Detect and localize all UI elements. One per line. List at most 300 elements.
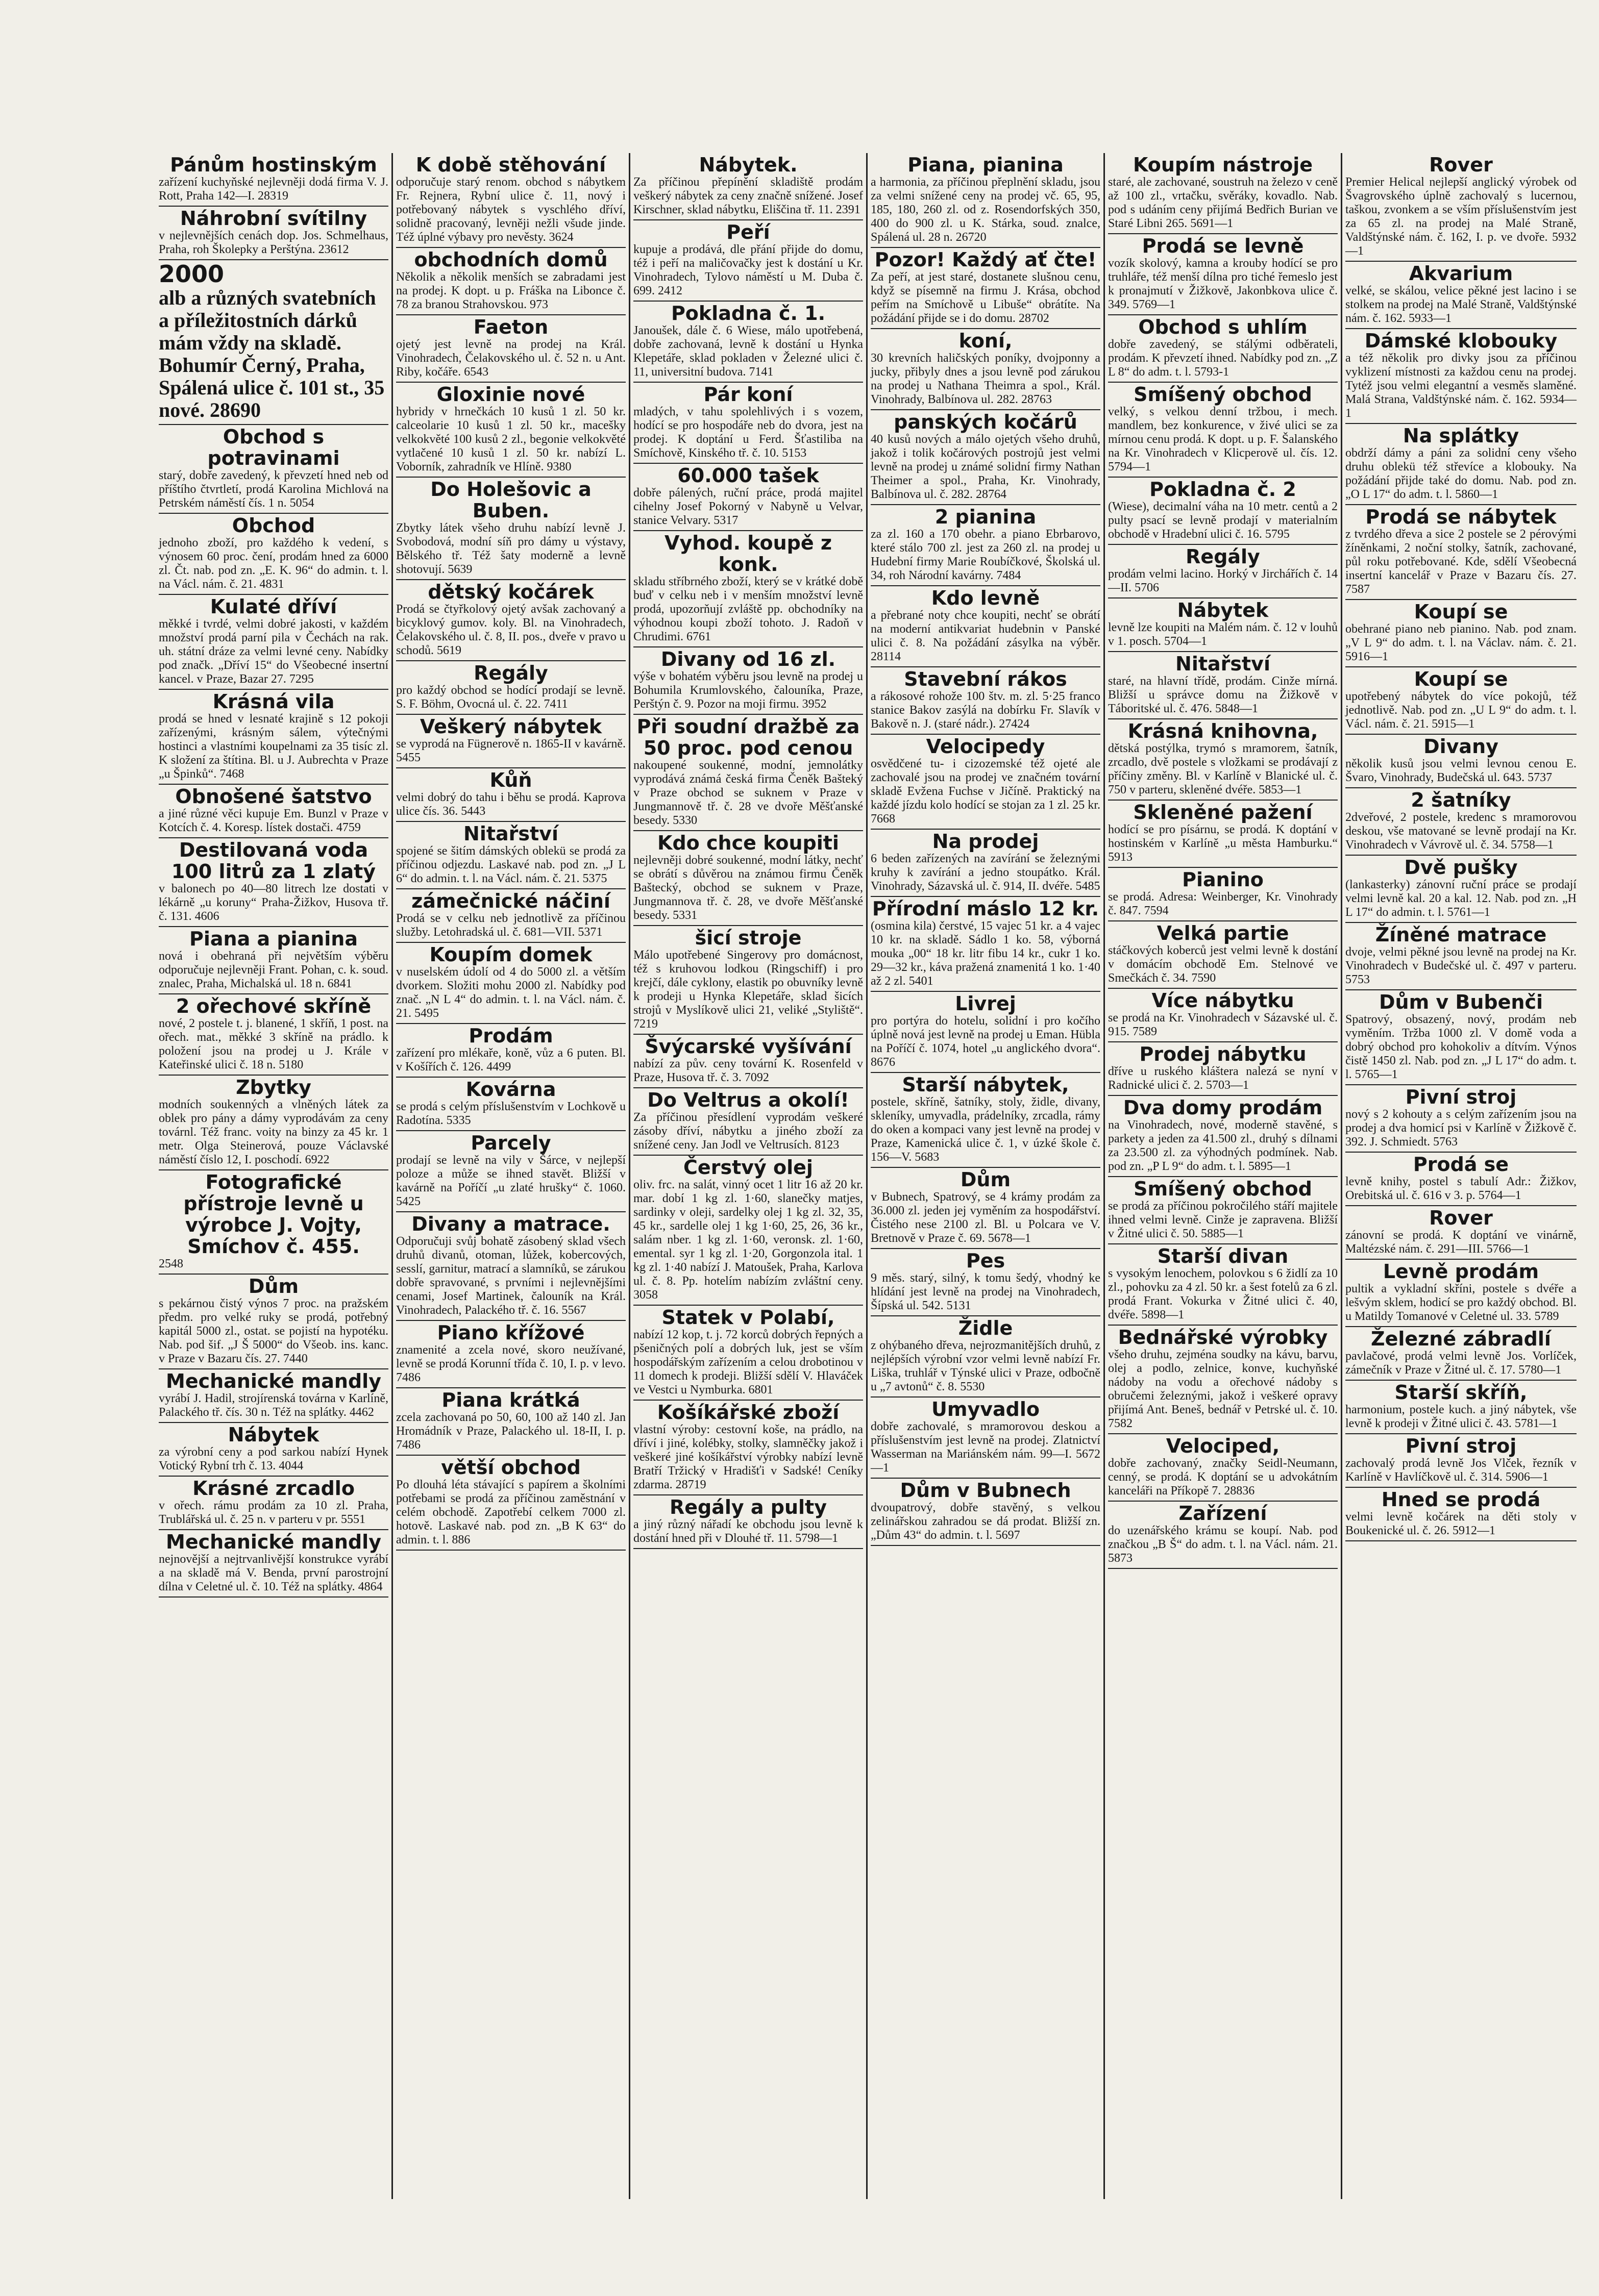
ad-body: Odporučuji svůj bohatě zásobený sklad všech druhů divanů, otoman, lůžek, kobercových, sesslí, garnitur, matrací a slamníků, se zárukou dobře spravované, s prvními i nejlevnějšími cenami, Josef Martinek, čalouník na Král. Vinohradech, Palackého tř. č. 16. 5567 bbox=[396, 1235, 626, 1317]
ad-title: panských kočárů bbox=[894, 411, 1077, 433]
classified-ad bbox=[159, 1477, 388, 1530]
ad-body: dětská postýlka, trymó s mramorem, šatník, zrcadlo, dvě postele s vložkami se prodávají z příčiny změny. Bl. v Karlíně v Blanické ul. č. 750 v parteru, skleněné dvéře. 5853—1 bbox=[1108, 742, 1338, 796]
ad-body: postele, skříně, šatníky, stoly, židle, divany, skleníky, umyvadla, prádelníky, zrcadla, rámy do oken a kompaci vany jest levně na prodej v Praze, Kamenická ulice č. 1, v úzké škole č. 156—V. 5683 bbox=[871, 1095, 1100, 1164]
ad-body: pro portýra do hotelu, solidní i pro kočího úplně nová jest levně na prodej u Eman. Hübla na Poříčí č. 1074, hotel „u anglického dvora“. 8676 bbox=[871, 1014, 1100, 1069]
ad-body: prodají se levně na vily v Šárce, v nejlepší poloze a může se ihned stavět. Bližší v kavárně na Poříčí „u zlaté hrušky“ č. 1060. 5425 bbox=[396, 1154, 626, 1208]
classified-ad bbox=[159, 994, 388, 1076]
ad-body: se vyprodá na Fügnerově n. 1865-II v kavárně. 5455 bbox=[396, 737, 626, 764]
ad-title: Kovárna bbox=[465, 1078, 556, 1101]
ad-body: dobře zachovalé, s mramorovou deskou a příslušenstvím jest levně na prodej. Zlatnictví Wasserman na Mariánském nám. 99—I. 5672—1 bbox=[871, 1420, 1100, 1475]
ad-title: Gloxinie nové bbox=[436, 383, 585, 406]
classified-ad bbox=[159, 838, 388, 927]
ad-title: Kdo levně bbox=[931, 587, 1040, 609]
classified-ad bbox=[871, 586, 1100, 667]
ad-body: a též několik pro divky jsou za příčinou vyklizení místnosti za každou cenu na prodej. Tytéž jsou velmi elegantní a vesměs slaměné. Malá Strana, Valdštýnské nám. č. 162. 5934—1 bbox=[1345, 352, 1577, 420]
classified-ad bbox=[159, 1530, 388, 1598]
ad-body: harmonium, postele kuch. a jiný nábytek, vše levně k prodeji v Žitné ulici č. 43. 5781—1 bbox=[1345, 1403, 1577, 1430]
ad-title: Fotografické přístroje levně u výrobce J. Vojty, Smíchov č. 455. bbox=[183, 1171, 364, 1258]
ad-body: dobře pálených, ruční práce, prodá majitel cihelny Josef Pokorný v Nabyně u Velvar, stanice Velvary. 5317 bbox=[633, 486, 863, 527]
classified-ad bbox=[396, 1321, 626, 1388]
ad-title: Stavební rákos bbox=[904, 668, 1067, 690]
ad-body: Premier Helical nejlepší anglický výrobek od Švagrovského úplně zachovalý s lucernou, taškou, zvonkem a se vším příslušenstvím jest za 65 zl. na prodej na Malé Straně, Valdštýnské nám. č. 162, I. p. ve dvoře. 5932—1 bbox=[1345, 176, 1577, 258]
classified-ad bbox=[396, 1212, 626, 1321]
classified-ad bbox=[1108, 478, 1338, 545]
ad-title: Krásná knihovna, bbox=[1127, 720, 1318, 742]
classified-ad bbox=[1345, 1434, 1577, 1488]
classified-ad bbox=[633, 1495, 863, 1549]
ad-body: staré, ale zachované, soustruh na železo v ceně až 100 zl., vrtačku, svěráky, kovadlo. Nab. pod s udáním ceny přijímá Bedřich Burian ve Staré Libni 265. 5691—1 bbox=[1108, 176, 1338, 230]
ad-title: Nitařství bbox=[463, 822, 558, 845]
ad-body: do uzenářského krámu se koupí. Nab. pod značkou „B Š“ do adm. t. l. na Václ. nám. 21. 5873 bbox=[1108, 1524, 1338, 1565]
ad-title: Starší nábytek, bbox=[902, 1074, 1069, 1096]
classified-ad bbox=[633, 383, 863, 464]
ad-title: Piano křížové bbox=[437, 1321, 585, 1344]
classified-ad bbox=[633, 302, 863, 383]
ad-title: Pianino bbox=[1182, 868, 1264, 891]
ad-title: Peří bbox=[726, 221, 770, 243]
ad-body: spojené se šitím dámských oblekü se prodá za příčinou odjezdu. Laskavé nab. pod zn. „J L 6“ do admin. t. l. na Václ. nám. č. 21. 5375 bbox=[396, 844, 626, 885]
classified-ad bbox=[1108, 1177, 1338, 1244]
ad-title: Koupí se bbox=[1414, 601, 1508, 623]
ad-title: Rover bbox=[1429, 154, 1493, 176]
ad-body: starý, dobře zavedený, k převzetí hned neb od příštího čtvrtletí, prodá Karolina Michlová na Petrském náměstí čís. 1 n. 5054 bbox=[159, 469, 388, 510]
classified-ad bbox=[1345, 600, 1577, 667]
ad-title: Velká partie bbox=[1157, 922, 1289, 944]
ad-body: dobře zavedený, se stálými odběrateli, prodám. K převzetí ihned. Nabídky pod zn. „Z L 8“ do adm. t. l. 5793-1 bbox=[1108, 338, 1338, 379]
classified-ad bbox=[396, 383, 626, 478]
ad-title: Pánům hostinským bbox=[170, 154, 377, 176]
classified-ad bbox=[159, 1275, 388, 1369]
ad-body: za výrobní ceny a pod sarkou nabízí Hynek Votický Rybní trh č. 13. 4044 bbox=[159, 1445, 388, 1473]
ad-body: osvědčené tu- i cizozemské též ojeté ale zachovalé jsou na prodej ve značném tovární skladě Evžena Fuchse v Jičíně. Praktický na každé jízdu kolo hodící se stojan za 1 zl. 25 kr. 7668 bbox=[871, 757, 1100, 826]
classified-ad bbox=[1108, 801, 1338, 868]
classified-ad bbox=[396, 1078, 626, 1131]
ad-title: Pokladna č. 2 bbox=[1149, 478, 1296, 501]
ad-title: Velocipedy bbox=[926, 735, 1045, 758]
ad-title: Regály bbox=[1186, 545, 1260, 568]
ad-body: několik kusů jsou velmi levnou cenou E. Švaro, Vinohrady, Budečská ul. 643. 5737 bbox=[1345, 757, 1577, 784]
ad-title: Starší divan bbox=[1157, 1245, 1289, 1267]
classified-ad bbox=[159, 153, 388, 207]
ad-title: Pivní stroj bbox=[1405, 1435, 1517, 1457]
classified-ad bbox=[633, 926, 863, 1035]
classified-ad bbox=[396, 1024, 626, 1078]
ad-body: vozík skolový, kamna a krouby hodící se pro truhláře, též menší dílna pro tiché řemeslo jest k pronajmutí v Žižkově, Jakonbkova ulice č. 349. 5769—1 bbox=[1108, 257, 1338, 311]
ad-body: Janoušek, dále č. 6 Wiese, málo upotřebená, dobře zachovaná, levně k dostání u Hynka Klepetáře, sklad pokladen v Železné ulici č. 11, universitní budova. 7141 bbox=[633, 324, 863, 379]
ad-body: obdrží dámy a páni za solidní ceny všeho druhu oblekü též střevíce a klobouky. Na požádání přijde také do domu. Nab. pod zn. „O L 17“ do adm. t. l. 5860—1 bbox=[1345, 446, 1577, 501]
ad-body: ojetý jest levně na prodej na Král. Vinohradech, Čelakovského ul. č. 52 n. u Ant. Riby, kočáře. 6543 bbox=[396, 338, 626, 379]
ad-body: Spatrový, obsazený, nový, prodám neb vyměním. Tržba 1000 zl. V domě voda a dobrý obchod pro kohokoliv a dítvím. Výnos čistě 1450 zl. Nab. pod zn. „J L 17“ do adm. t. l. 5765—1 bbox=[1345, 1013, 1577, 1081]
ad-title: Přírodní máslo 12 kr. bbox=[872, 897, 1099, 920]
ad-body: Několik a několik menších se zabradami jest na prodej. K dopt. u p. Fráška na Libonce č. 78 za branou Strahovskou. 973 bbox=[396, 270, 626, 311]
ad-body: 30 krevních haličských poníky, dvojponny a jucky, přibyly dnes a jsou levně pod zárukou na prodej u Nathana Theimra a spol., Král. Vinohrady, Balbínova ul. 282. 28763 bbox=[871, 352, 1100, 406]
classified-ad bbox=[633, 1156, 863, 1306]
classified-ad bbox=[633, 1035, 863, 1088]
classified-ads-page bbox=[156, 153, 1582, 2199]
classified-ad bbox=[1108, 383, 1338, 478]
classified-ad bbox=[1345, 788, 1577, 856]
ad-title: Vyhod. koupě z konk. bbox=[665, 532, 832, 576]
ad-title: Divany a matrace. bbox=[411, 1213, 610, 1235]
ad-body: staré, na hlavní třídě, prodám. Cinže mírná. Bližší u správce domu na Žižkově v Táboritské ul. č. 476. 5848—1 bbox=[1108, 675, 1338, 715]
ad-title: Dvě pušky bbox=[1404, 856, 1518, 879]
classified-ad bbox=[396, 580, 626, 661]
classified-ad bbox=[1108, 921, 1338, 989]
ad-title: Umyvadlo bbox=[931, 1398, 1040, 1420]
ad-title: Do Veltrus a okolí! bbox=[647, 1089, 849, 1111]
ad-body: (lankasterky) zánovní ruční práce se prodají velmi levně kal. 20 a kal. 12. Nab. pod zn. „H L 17“ do admin. t. l. 5761—1 bbox=[1345, 878, 1577, 919]
ad-title: Koupím nástroje bbox=[1133, 154, 1313, 176]
classified-ad bbox=[633, 715, 863, 831]
classified-ad bbox=[396, 315, 626, 383]
ad-body: a harmonia, za příčinou přeplnění skladu, jsou za velmi snížené ceny na prodej vč. 65, 95, 185, 180, 260 zl. od z. Rosendorfských 350, 400 do 900 zl. u K. Stárka, soud. znalce, Spálená ul. 28 n. 26720 bbox=[871, 176, 1100, 244]
ad-body: alb a různých svatebních a příležitostních dárků mám vždy na skladě. Bohumír Černý, Praha, Spálená ulice č. 101 st., 35 nové. 28690 bbox=[159, 286, 385, 421]
ad-title: Koupí se bbox=[1414, 668, 1508, 690]
ad-column bbox=[156, 153, 393, 2199]
classified-ad bbox=[1108, 868, 1338, 921]
classified-ad bbox=[871, 153, 1100, 248]
classified-ad bbox=[1108, 652, 1338, 719]
ad-title: 2 pianina bbox=[934, 506, 1037, 528]
ad-body: s vysokým lenochem, polovkou s 6 židlí za 10 zl., pohovku za 4 zl. 50 kr. a šest fotelů za 6 zl. prodá Frant. Vokurka v Žitné ulici č. 40, dvéře. 5898—1 bbox=[1108, 1267, 1338, 1321]
ad-body: dobře zachovaný, značky Seidl-Neumann, cenný, se prodá. K doptání se u advokátním kanceláři na Příkopě 7. 28836 bbox=[1108, 1457, 1338, 1498]
ad-body: velký, s velkou denní tržbou, i mech. mandlem, bez konkurence, v živé ulici se za mírnou cenu prodá. K dopt. u p. F. Šalanského na Kr. Vinohradech v Klicperově ul. čís. 12. 5794—1 bbox=[1108, 405, 1338, 473]
ad-title: Koupím domek bbox=[429, 943, 593, 966]
ad-body: kupuje a prodává, dle přání přijde do domu, též i peří na maličovačky jest k dostání u Kr. Vinohradech, Tylovo náměstí u M. Duba č. 699. 2412 bbox=[633, 243, 863, 297]
ad-title: zámečnické náčiní bbox=[411, 890, 610, 912]
ad-column bbox=[393, 153, 630, 2199]
ad-body: pultik a vykladní skříni, postele s dvéře a lešvým sklem, hodicí se pro každý obchod. Bl. u Matildy Tomanové v Celetné ul. 33. 5789 bbox=[1345, 1282, 1577, 1323]
ad-body: měkké i tvrdé, velmi dobré jakosti, v každém množství prodá parní pila v Čechách na rak. uh. státní dráze za velmi levné ceny. Nabídky pod značk. „Dříví 15“ do Všeobecné insertní kancel. v Praze, Bazar 27. 7295 bbox=[159, 617, 388, 686]
ad-body: prodám velmi lacino. Horký v Jirchářích č. 14—II. 5706 bbox=[1108, 567, 1338, 594]
ad-body: pavlačové, prodá velmi levně Jos. Vorlíček, zámečník v Praze v Žitné ul. č. 17. 5780—1 bbox=[1345, 1350, 1577, 1377]
ad-title: Obnošené šatstvo bbox=[175, 785, 372, 808]
ad-title: Na prodej bbox=[932, 830, 1039, 853]
classified-ad bbox=[396, 1388, 626, 1456]
ad-title: Piana a pianina bbox=[189, 928, 358, 950]
ad-title: Piana krátká bbox=[441, 1389, 580, 1411]
ad-title: Dům bbox=[960, 1168, 1011, 1191]
classified-ad bbox=[1108, 153, 1338, 234]
ad-title: Prodá se bbox=[1413, 1153, 1509, 1176]
ad-body: nejlevněji dobré soukenné, modní látky, nechť se obrátí s důvěrou na známou firmu Čeněk Baštecký, obchod se suknem v Praze, Jungmannova tř. č. 28, ve dvoře Měšťanské besedy. 5331 bbox=[633, 854, 863, 922]
classified-ad bbox=[1345, 1488, 1577, 1541]
classified-ad bbox=[1108, 234, 1338, 315]
ad-title: Kulaté dříví bbox=[210, 595, 337, 618]
ad-title: Prodej nábytku bbox=[1139, 1043, 1307, 1065]
ad-title: šicí stroje bbox=[695, 927, 802, 949]
classified-ad bbox=[633, 220, 863, 302]
ad-title: Mechanické mandly bbox=[166, 1370, 381, 1392]
ad-column bbox=[1105, 153, 1342, 2199]
ad-body: Za příčinou přepínění skladiště prodám veškerý nábytek za ceny značně snížené. Josef Kirschner, sklad nábytku, Eliščina tř. 11. 2391 bbox=[633, 176, 863, 216]
classified-ad bbox=[633, 1401, 863, 1495]
ad-body: prodá se hned v lesnaté krajině s 12 pokoji zařízenými, krásným sálem, výtečnými hostinci a vlastními koupelnami za 35 tisíc zl. K složení za štítina. Bl. u J. Aubrechta v Praze „u Špinků“. 7468 bbox=[159, 712, 388, 781]
ad-body: dvoje, velmi pěkné jsou levně na prodej na Kr. Vinohradech v Budečské ul. č. 497 v parteru. 5753 bbox=[1345, 945, 1577, 986]
ad-body: 6 beden zařízených na zavírání se železnými kruhy k zavírání a jedno stoupátko. Král. Vinohrady, Sázavská ul. č. 914, II. dvéře. 5485 bbox=[871, 852, 1100, 893]
classified-ad bbox=[1345, 1085, 1577, 1153]
ad-title: Regály bbox=[474, 662, 548, 684]
ad-title: Prodá se levně bbox=[1142, 235, 1304, 257]
ad-title: Dům v Bubnech bbox=[900, 1479, 1071, 1502]
ad-title: Košíkářské zboží bbox=[657, 1401, 840, 1424]
ad-body: Po dlouhá léta stávající s papírem a školními potřebami se prodá za příčinou zaměstnání v celém obchodě. Zapotřebí celkem 7000 zl. hotově. Laskavé nab. pod zn. „B K 63“ do admin. t. l. 886 bbox=[396, 1478, 626, 1546]
classified-ad bbox=[871, 1073, 1100, 1168]
ad-body: Prodá se čtyřkolový ojetý avšak zachovaný a bicyklový gumov. koly. Bl. na Vinohradech, Čelakovského ul. č. 8, II. pos., dveře v pravo u schodů. 5619 bbox=[396, 603, 626, 657]
ad-title: Kdo chce koupiti bbox=[657, 832, 839, 854]
classified-ad bbox=[159, 1170, 388, 1275]
ad-body: (osmina kila) čerstvé, 15 vajec 51 kr. a 4 vajec 10 kr. na skladě. Sádlo 1 ko. 58, výborná mouka „00“ 18 kr. litr fibu 14 kr., cukr 1 ko. 29—32 kr., káva pražená znamenitá 1 ko. 1·40 až 2 zl. 5401 bbox=[871, 919, 1100, 988]
classified-ad bbox=[1345, 1327, 1577, 1381]
ad-body: zařízení pro mlékaře, koně, vůz a 6 puten. Bl. v Košířích č. 126. 4499 bbox=[396, 1046, 626, 1074]
ad-title: Obchod s uhlím bbox=[1138, 316, 1308, 338]
classified-ad bbox=[1108, 315, 1338, 383]
ad-title: Obchod bbox=[232, 514, 315, 537]
ad-body: Zbytky látek všeho druhu nabízí levně J. Svobodová, modní síň pro dámy u výstavy, Bělského tř. Též šaty moderně a levně shotovují. 5639 bbox=[396, 521, 626, 576]
classified-ad bbox=[871, 505, 1100, 586]
ad-body: zánovní se prodá. K doptání ve vinárně, Maltézské nám. č. 291—III. 5766—1 bbox=[1345, 1229, 1577, 1256]
ad-title: Do Holešovic a Buben. bbox=[430, 478, 592, 522]
ad-body: v nejlevnějších cenách dop. Jos. Schmelhaus, Praha, roh Školepky a Perštýna. 23612 bbox=[159, 229, 388, 256]
ad-title: Skleněné pažení bbox=[1133, 801, 1313, 823]
ad-body: znamenité a zcela nové, skoro neužívané, levně se prodá Korunní třída č. 10, I. p. v levo. 7486 bbox=[396, 1343, 626, 1384]
classified-ad bbox=[1108, 1502, 1338, 1569]
ad-title: Prodám bbox=[469, 1025, 553, 1047]
classified-ad bbox=[159, 425, 388, 514]
ad-body: a přebrané noty chce koupiti, nechť se obrátí na moderní antikvariat hudebnin v Panské ulici č. 8. Na požádání zásylka na výběr. 28114 bbox=[871, 609, 1100, 663]
classified-ad bbox=[396, 822, 626, 889]
ad-title: Faeton bbox=[473, 316, 549, 338]
classified-ad bbox=[1345, 1153, 1577, 1206]
ad-title: Nitařství bbox=[1175, 653, 1270, 675]
ad-body: velmi dobrý do tahu i běhu se prodá. Kaprova ulice čís. 36. 5443 bbox=[396, 791, 626, 818]
ad-body: se prodá na Kr. Vinohradech v Sázavské ul. č. 915. 7589 bbox=[1108, 1011, 1338, 1038]
ad-title: Dům bbox=[248, 1275, 299, 1297]
ad-title: Akvarium bbox=[1409, 262, 1513, 285]
classified-ad bbox=[1345, 923, 1577, 990]
classified-ad bbox=[633, 1088, 863, 1156]
ad-body: mladých, v tahu spolehlivých i s vozem, hodící se pro hospodáře neb do dvora, jest na prodej. K doptání u Ferd. Šťastiliba na Smíchově, Kinského tř. č. 10. 5153 bbox=[633, 405, 863, 460]
ad-body: velké, se skálou, velice pěkné jest lacino i se stolkem na prodej na Malé Straně, Valdštýnské nám. č. 162. 5933—1 bbox=[1345, 284, 1577, 325]
classified-ad bbox=[633, 1306, 863, 1401]
ad-title: Nábytek. bbox=[699, 154, 798, 176]
classified-ad bbox=[871, 1168, 1100, 1249]
classified-ad bbox=[159, 207, 388, 260]
ad-body: stáčkových koberců jest velmi levně k dostání v domácím obchodě Em. Stelnové ve Smečkách č. 34. 7590 bbox=[1108, 944, 1338, 985]
classified-ad bbox=[396, 153, 626, 248]
ad-body: nejnovější a nejtrvanlivější konstrukce vyrábí a na skladě má V. Benda, první parostrojní dílna v Celetné ul. č. 10. Též na splátky. 4864 bbox=[159, 1553, 388, 1593]
classified-ad bbox=[159, 1076, 388, 1170]
ad-body: v balonech po 40—80 litrech lze dostati v lékárně „u koruny“ Praha-Žižkov, Husova tř. č. 131. 4606 bbox=[159, 882, 388, 923]
ad-body: hybridy v hrnečkách 10 kusů 1 zl. 50 kr. calceolarie 10 kusů 1 zl. 50 kr., macešky velkokvěté 100 kusů 2 zl., begonie velkokvěté vytlačené 10 kusů 1 zl. 50 kr. nabízí L. Voborník, zahradník ve Hlíně. 9380 bbox=[396, 405, 626, 473]
classified-ad bbox=[396, 1131, 626, 1212]
ad-body: vyrábí J. Hadil, strojírenská továrna v Karlíně, Palackého tř. čís. 30 n. Též na splátky. 4462 bbox=[159, 1392, 388, 1419]
classified-ad bbox=[871, 992, 1100, 1073]
ad-title: větší obchod bbox=[441, 1456, 581, 1479]
ad-title: Starší skříň, bbox=[1394, 1381, 1528, 1404]
ad-title: Krásné zrcadlo bbox=[192, 1477, 355, 1500]
ad-body: nové, 2 postele t. j. blanené, 1 skříň, 1 post. na ořech. mat., měkké 3 skříně na prádlo. k položení jsou na prodej u J. Krále v Kateřinské ulici č. 18 n. 5180 bbox=[159, 1017, 388, 1071]
classified-ad bbox=[1345, 329, 1577, 424]
classified-ad bbox=[871, 410, 1100, 505]
classified-ad bbox=[1108, 545, 1338, 598]
ad-title: 2 šatníky bbox=[1411, 789, 1511, 811]
classified-ad bbox=[871, 897, 1100, 992]
classified-ad bbox=[1108, 598, 1338, 652]
classified-ad bbox=[1345, 424, 1577, 505]
ad-body: Za příčinou přesídlení vyprodám veškeré zásoby dříví, nábytku a jiného zboží za snížené ceny. Jan Jodl ve Veltrusích. 8123 bbox=[633, 1111, 863, 1152]
ad-body: Málo upotřebené Singerovy pro domácnost, též s kruhovou lodkou (Ringschiff) i pro krejčí, dále cyklony, elastik po obuvníky levně k prodeji u Hynka Klepetáře, sklad šicích strojů v Myslíkově ulici 21, veliké „Styliště“. 7219 bbox=[633, 949, 863, 1031]
ad-body: za zl. 160 a 170 obehr. a piano Ebrbarovo, které stálo 700 zl. jest za 260 zl. na prodej u Hudební firmy Marie Roubíčkové, Školská ul. 34, roh Národní kavárny. 7484 bbox=[871, 528, 1100, 582]
ad-body: zcela zachovaná po 50, 60, 100 až 140 zl. Jan Hromádník v Praze, Palackého ul. 18-II, I. p. 7486 bbox=[396, 1411, 626, 1452]
ad-body: 2548 bbox=[159, 1257, 183, 1270]
ad-title: Pokladna č. 1. bbox=[671, 302, 826, 325]
classified-ad bbox=[871, 1316, 1100, 1397]
ad-title: Kůň bbox=[489, 769, 532, 791]
classified-ad bbox=[1108, 1434, 1338, 1502]
ad-body: z tvrdého dřeva a sice 2 postele se 2 pérovými žíněnkami, 2 noční stolky, šatník, zachované, půl roku potřebované. Kde, sdělí Všeobecná insertní kancelář v Praze v Bazaru čís. 27. 7587 bbox=[1345, 528, 1577, 596]
ad-title: Železné zábradlí bbox=[1371, 1328, 1551, 1350]
ad-body: 9 měs. starý, silný, k tomu šedý, vhodný ke hlídání jest levně na prodej na Vinohradech, Šípská ul. 542. 5131 bbox=[871, 1271, 1100, 1312]
ad-title: Bednářské výrobky bbox=[1118, 1326, 1328, 1349]
classified-ad bbox=[396, 943, 626, 1024]
ad-column bbox=[630, 153, 868, 2199]
ad-title: Pivní stroj bbox=[1405, 1086, 1517, 1108]
classified-ad bbox=[159, 1369, 388, 1423]
ad-body: (Wiese), decimalní váha na 10 metr. centů a 2 pulty psací se levně prodají v materialním obchodě v Hradební ulici č. 16. 5795 bbox=[1108, 500, 1338, 541]
ad-body: 2dveřové, 2 postele, kredenc s mramorovou deskou, vše matované se levně prodají na Kr. Vinohradech v Vávrově ul. č. 34. 5758—1 bbox=[1345, 811, 1577, 852]
classified-ad bbox=[159, 514, 388, 595]
ad-column bbox=[1342, 153, 1580, 2199]
classified-ad bbox=[1345, 667, 1577, 735]
ad-body: a rákosové rohože 100 štv. m. zl. 5·25 franco stanice Bakov zasýlá na dobírku Fr. Slavík v Bakově n. J. (staré nádr.). 27424 bbox=[871, 690, 1100, 731]
ad-body: pro každý obchod se hodící prodají se levně. S. F. Böhm, Ovocná ul. č. 22. 7411 bbox=[396, 684, 626, 711]
ad-body: skladu stříbrného zboží, který se v krátké době buď v celku neb i v menším množství levně prodá, upozorňují zvláště pp. obchodníky na výhodnou koupi zboží tohoto. J. Radoň v Chrudimi. 6761 bbox=[633, 575, 863, 643]
ad-title: Dva domy prodám bbox=[1123, 1096, 1323, 1119]
ad-body: levně knihy, postel s tabulí Adr.: Žižkov, Orebitská ul. č. 616 v 3. p. 5764—1 bbox=[1345, 1175, 1577, 1202]
classified-ad bbox=[1108, 1042, 1338, 1096]
classified-ad bbox=[871, 1479, 1100, 1546]
ad-title: Čerstvý olej bbox=[683, 1156, 813, 1179]
ad-title: Parcely bbox=[471, 1132, 551, 1154]
ad-title: Hned se prodá bbox=[1381, 1488, 1541, 1511]
classified-ad bbox=[396, 248, 626, 315]
classified-ad bbox=[633, 831, 863, 926]
ad-title: Pár koní bbox=[703, 383, 793, 406]
classified-ad bbox=[159, 595, 388, 690]
ad-body: dříve u ruského kláštera nalezá se nyní v Radnické ulici č. 2. 5703—1 bbox=[1108, 1065, 1338, 1092]
classified-ad bbox=[396, 478, 626, 580]
ad-title: Židle bbox=[958, 1317, 1013, 1339]
ad-title: Divany bbox=[1423, 735, 1498, 758]
ad-title: Více nábytku bbox=[1151, 989, 1294, 1012]
ad-body: nabízí 12 kop, t. j. 72 korců dobrých řepných a pšeničných polí a dobrých luk, jest se vším hospodářským zařízením a celou drobotinou v 11 domech k prodeji. Bližší sdělí V. Hlaváček ve Vestci u Nymburka. 6801 bbox=[633, 1328, 863, 1396]
ad-body: nabízí za pův. ceny tovární K. Rosenfeld v Praze, Husova tř. č. 3. 7092 bbox=[633, 1057, 863, 1084]
ad-body: modních soukenných a vlněných látek za oblek pro pány a dámy vyprodávám za ceny továrnl. Též franc. voity na binzy za 45 kr. 1 metr. Olga Steinerová, pouze Václavské náměstí číslo 12, I. poschodí. 6922 bbox=[159, 1098, 388, 1166]
ad-title: Regály a pulty bbox=[670, 1496, 827, 1518]
ad-body: v Bubnech, Spatrový, se 4 krámy prodám za 36.000 zl. jeden jej vyměním za hospodářství. Čistého nese 2100 zl. Bl. u Polcara ve V. Bretnově v Praze č. 69. 5678—1 bbox=[871, 1190, 1100, 1245]
ad-body: hodící se pro písárnu, se prodá. K doptání v hostinském v Karlíně „u města Hamburku.“ 5913 bbox=[1108, 823, 1338, 864]
ad-body: nový s 2 kohouty a s celým zařízením jsou na prodej a dva homicí psi v Karlíně v Žižkově č. 392. J. Schmiedt. 5763 bbox=[1345, 1108, 1577, 1149]
ad-title: Nábytek bbox=[1177, 599, 1269, 621]
ad-body: se prodá za příčinou pokročilého stáří majitele ihned velmi levně. Cinže je zapravena. Bližší v Žitné ulici č. 50. 5885—1 bbox=[1108, 1200, 1338, 1240]
ad-body: oliv. frc. na salát, vinný ocet 1 litr 16 až 20 kr. mar. dobí 1 kg zl. 1·60, slanečky matjes, sardinky v oleji, sardelky olej 1 kg zl. 32, 35, 45 kr., sardelle olej 1 kg 1·60, 25, 26, 36 kr., salám nber. 1 kg zl. 1·60, veronsk. zl. 1·60, emental. syr 1 kg zl. 1·20, Gorgonzola ital. 1 kg zl. 1·40 nabízí J. Matoušek, Praha, Karlova ul. č. 8. Pp. hotelím nabízím zvláštní ceny. 3058 bbox=[633, 1178, 863, 1302]
ad-title: Smíšený obchod bbox=[1134, 383, 1312, 406]
ad-title: 2000 bbox=[159, 260, 225, 288]
classified-ad bbox=[871, 329, 1100, 410]
ad-body: a jiný různý nářadí ke obchodu jsou levně k dostání hned při v Dlouhé tř. 11. 5798—1 bbox=[633, 1518, 863, 1545]
classified-ad bbox=[1345, 1206, 1577, 1260]
ad-title: Zařízení bbox=[1178, 1502, 1267, 1525]
ad-body: Prodá se v celku neb jednotlivě za příčinou služby. Letohradská ul. č. 681—VII. 5371 bbox=[396, 912, 626, 939]
ad-title: Mechanické mandly bbox=[166, 1531, 381, 1553]
ad-title: Rover bbox=[1429, 1207, 1493, 1229]
ad-title: Veškerý nábytek bbox=[420, 715, 602, 738]
classified-ad bbox=[1345, 1381, 1577, 1434]
ad-body: na Vinohradech, nové, moderně stavěné, s parkety a jeden za 41.500 zl., druhý s dílnami za 23.500 zl. za výhodných podmínek. Nab. pod zn. „P L 9“ do adm. t. l. 5895—1 bbox=[1108, 1118, 1338, 1173]
ad-body: 40 kusů nových a málo ojetých všeho druhů, jakož i tolik kočárových postrojů jest velmi levně na prodej u známé solidní firmy Nathan Theimer a spol., Praha, Kr. Vinohrady, Balbínova ul. č. 282. 28764 bbox=[871, 433, 1100, 501]
classified-ad bbox=[871, 735, 1100, 830]
classified-ad bbox=[1345, 1260, 1577, 1327]
ad-title: Náhrobní svítilny bbox=[180, 207, 367, 230]
classified-ad bbox=[1108, 989, 1338, 1042]
ad-body: výše v bohatém výběru jsou levně na prodej u Bohumila Krumlovského, čalouníka, Praze, Perštýn č. 9. Pozor na moji firmu. 3952 bbox=[633, 670, 863, 711]
ad-title: Smíšený obchod bbox=[1134, 1178, 1312, 1200]
ad-title: Levně prodám bbox=[1383, 1260, 1539, 1283]
classified-ad bbox=[396, 1456, 626, 1551]
ad-body: vlastní výroby: cestovní koše, na prádlo, na dříví i jiné, kolébky, stolky, slamněčky jakož i veškeré jiné košíkářství výrobky nabízí levně Bratří Tržický v Hradišťi v Sadské! Ceníky zdarma. 28719 bbox=[633, 1423, 863, 1491]
classified-ad bbox=[633, 464, 863, 531]
ad-title: Pozor! Každý ať čte! bbox=[874, 248, 1097, 271]
ad-body: obehrané piano neb pianino. Nab. pod znam. „V L 9“ do adm. t. l. na Václav. nám. č. 21. 5916—1 bbox=[1345, 622, 1577, 663]
ad-body: zachovalý prodá levně Jos Vlček, řezník v Karlíně v Havlíčkově ul. č. 314. 5906—1 bbox=[1345, 1457, 1577, 1484]
classified-ad bbox=[871, 1249, 1100, 1316]
ad-title: Prodá se nábytek bbox=[1365, 506, 1557, 528]
classified-ad bbox=[1345, 856, 1577, 923]
classified-ad bbox=[871, 248, 1100, 329]
classified-ad bbox=[396, 661, 626, 715]
ad-title: Livrej bbox=[955, 992, 1016, 1015]
ad-body: a jiné různé věci kupuje Em. Bunzl v Praze v Kotcích č. 4. Koresp. lístek dostači. 4759 bbox=[159, 807, 388, 834]
ad-body: Za peří, at jest staré, dostanete slušnou cenu, když se písemně na firmu J. Krása, obchod peřím na Smíchově u Libuše“ obrátíte. Na požádání přijde se i do domu. 28702 bbox=[871, 270, 1100, 325]
ad-title: Žíněné matrace bbox=[1375, 924, 1547, 946]
classified-ad bbox=[1345, 153, 1577, 262]
classified-ad bbox=[633, 153, 863, 220]
ad-body: odporučuje starý renom. obchod s nábytkem Fr. Rejnera, Rybní ulice č. 11, nový i potřebovaný nábytek s vyschlého dříví, solidně pracovaný, levněji nežli všude jinde. Též úplné výbavy pro nevěsty. 3624 bbox=[396, 176, 626, 244]
ad-body: nová i obehraná při největším výběru odporučuje nejlevněji Frant. Pohan, c. k. soud. znalec, Praha, Michalská ul. 18 n. 6841 bbox=[159, 950, 388, 990]
ad-title: Statek v Polabí, bbox=[661, 1306, 835, 1329]
ad-body: z ohýbaného dřeva, nejrozmanitějších druhů, z nejlépších výrobní vzor velmi levně nabízí Fr. Liška, truhlář v Týnské ulici v Praze, odbočně u „7 avtonů“ č. 8. 5530 bbox=[871, 1339, 1100, 1393]
classified-ad bbox=[159, 1423, 388, 1477]
ad-title: Dámské klobouky bbox=[1364, 330, 1558, 352]
ad-title: Krásná vila bbox=[212, 690, 335, 713]
ad-body: se prodá s celým příslušenstvím v Lochkově u Radotína. 5335 bbox=[396, 1100, 626, 1127]
ad-title: Destilovaná voda 100 litrů za 1 zlatý bbox=[171, 839, 376, 883]
ad-title: dětský kočárek bbox=[428, 581, 594, 603]
ad-title: Obchod s potravinami bbox=[207, 426, 340, 469]
ad-body: v nuselském údolí od 4 do 5000 zl. a větším dvorkem. Složiti mohu 2000 zl. Nabídky pod znač. „N L 4“ do admin. t. l. na Václ. nám. č. 21. 5495 bbox=[396, 965, 626, 1020]
ad-title: 60.000 tašek bbox=[677, 464, 819, 487]
classified-ad bbox=[1108, 1326, 1338, 1434]
classified-ad bbox=[633, 531, 863, 647]
ad-body: jednoho zboží, pro každého k vedení, s výnosem 60 proc. čení, prodám hned za 6000 zl. Čt. nab. pod zn. „E. K. 96“ do admin. t. l. na Václ. nám. č. 21. 4831 bbox=[159, 536, 388, 591]
classified-ad bbox=[871, 1397, 1100, 1479]
ad-body: s pekárnou čistý výnos 7 proc. na pražském předm. pro velké ruky se prodá, potřebný kapitál 5000 zl., ostat. se pojistí na hypotéku. Nab. pod šif. „J Š 5000“ do Všeob. ins. kanc. v Praze v Bazaru čís. 27. 7440 bbox=[159, 1297, 388, 1365]
ad-title: obchodních domů bbox=[414, 248, 608, 271]
ad-title: Nábytek bbox=[228, 1424, 319, 1446]
classified-ad bbox=[871, 830, 1100, 897]
ad-body: nakoupené soukenné, modní, jemnolátky vyprodává známá česká firma Čeněk Bašteký v Praze obchod se suknem v Praze v Jungmannově tř. č. 28 ve dvoře Měšťanské besedy. 5330 bbox=[633, 759, 863, 827]
